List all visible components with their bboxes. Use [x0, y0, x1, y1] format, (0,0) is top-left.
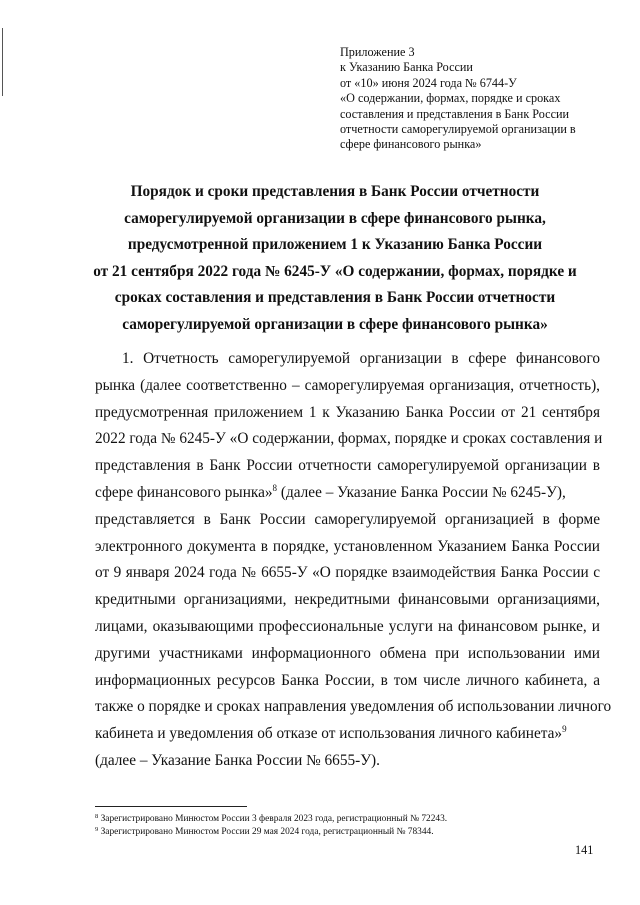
footnote-ref-9[interactable]: 9: [562, 724, 567, 735]
appendix-line: отчетности саморегулируемой организации в: [340, 122, 576, 137]
document-title: [92, 179, 578, 339]
paragraph-line: кредитными организациями, некредитными финансовыми организациями,: [95, 591, 600, 609]
title-line: предусмотренной приложением 1 к Указанию Банка России: [127, 236, 543, 254]
page-number: 141: [575, 843, 594, 857]
paragraph-line: рынка (далее соответственно – саморегулируемая организация, отчетность),: [95, 376, 600, 394]
footnote-text: Зарегистрировано Минюстом России 3 февраля 2023 года, регистрационный № 72243.: [100, 814, 448, 824]
appendix-header: [340, 45, 610, 153]
footnote-8: [95, 813, 575, 826]
title-line: от 21 сентября 2022 года № 6245-У «О содержании, формах, порядке и: [93, 262, 577, 280]
title-line: саморегулируемой организации в сфере финансового рынка»: [122, 315, 548, 333]
footnotes: [95, 813, 575, 838]
paragraph-line: другими участниками информационного обмена при использовании ими: [95, 644, 600, 662]
footnote-number: 9: [95, 825, 99, 833]
footnote-ref-8[interactable]: 8: [272, 482, 278, 493]
paragraph-1: [95, 346, 612, 775]
paragraph-text: кабинета и уведомления об отказе от использования личного кабинета»: [95, 725, 563, 743]
paragraph-line: 2022 года № 6245-У «О содержании, формах, порядке и сроках составления и: [95, 430, 603, 448]
paragraph-line: от 9 января 2024 года № 6655-У «О порядке взаимодействия Банка России с: [95, 564, 600, 582]
scan-edge-mark: [2, 28, 3, 96]
paragraph-text: (далее – Указание Банка России № 6245-У),: [277, 483, 566, 501]
paragraph-line: также о порядке и сроках направления уведомления об использовании личного: [95, 698, 612, 716]
title-line: сроках составления и представления в Банк России отчетности: [114, 289, 556, 307]
paragraph-line: лицами, оказывающими профессиональные услуги на финансовом рынке, и: [95, 617, 600, 635]
paragraph-line: представления в Банк России отчетности саморегулируемой организации в: [95, 457, 600, 475]
paragraph-line: электронного документа в порядке, установленном Указанием Банка России: [95, 537, 600, 555]
title-line: Порядок и сроки представления в Банк России отчетности: [130, 183, 540, 200]
paragraph-line: информационных ресурсов Банка России, в том числе личного кабинета, а: [95, 671, 600, 689]
appendix-line: Приложение 3: [340, 45, 415, 59]
footnote-divider: [95, 806, 247, 807]
appendix-line: сфере финансового рынка»: [340, 137, 482, 152]
paragraph-line: (далее – Указание Банка России № 6655-У).: [95, 751, 380, 769]
paragraph-line: [95, 721, 600, 748]
footnote-number: 8: [95, 813, 99, 820]
appendix-line: к Указанию Банка России: [340, 60, 473, 75]
appendix-line: от «10» июня 2024 года № 6744-У: [340, 75, 517, 90]
footnote-9: [95, 826, 575, 839]
paragraph-line: предусмотренная приложением 1 к Указанию Банка России от 21 сентября: [95, 403, 600, 421]
paragraph-text: сфере финансового рынка»: [95, 483, 273, 501]
paragraph-line: представляется в Банк России саморегулируемой организацией в форме: [95, 510, 600, 528]
title-line: саморегулируемой организации в сфере финансового рынка,: [124, 209, 546, 227]
paragraph-line: 1. Отчетность саморегулируемой организации в сфере финансового: [122, 350, 600, 367]
appendix-line: «О содержании, формах, порядке и сроках: [340, 91, 561, 106]
appendix-line: составления и представления в Банк России: [340, 106, 570, 121]
footnote-text: Зарегистрировано Минюстом России 29 мая 2024 года, регистрационный № 78344.: [100, 826, 434, 837]
paragraph-line: [95, 480, 600, 507]
